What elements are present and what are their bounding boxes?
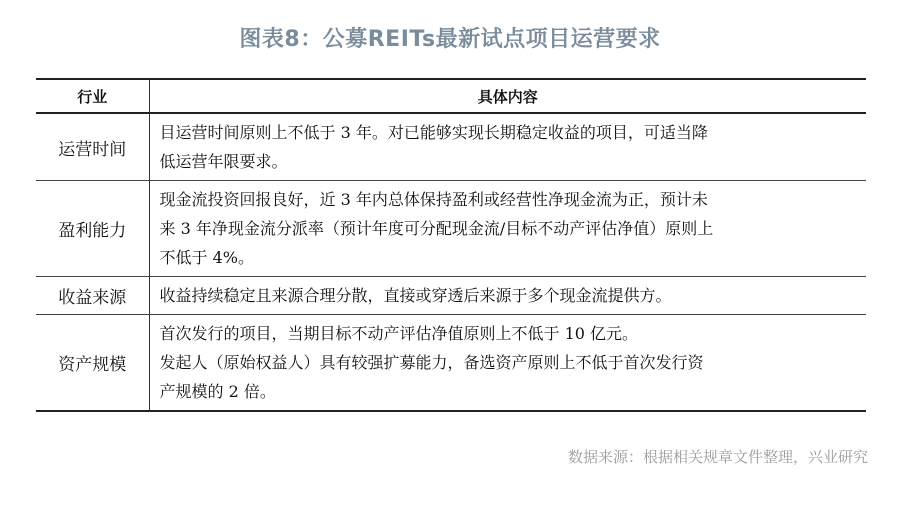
table-row-profitability	[36, 181, 866, 277]
table-row-asset-scale	[36, 315, 866, 412]
row-industry-label: 资产规模	[36, 315, 149, 412]
content-line: 首次发行的项目，当期目标不动产评估净值原则上不低于 10 亿元。	[159, 324, 639, 343]
content-line: 产规模的 2 倍。	[159, 382, 276, 401]
row-content	[149, 315, 866, 412]
table-header-row	[36, 79, 866, 113]
row-industry-label: 收益来源	[36, 277, 149, 315]
content-line: 现金流投资回报良好，近 3 年内总体保持盈利或经营性净现金流为正，预计未	[159, 190, 708, 209]
data-source-note: 数据来源：根据相关规章文件整理，兴业研究	[567, 448, 868, 466]
row-content	[149, 181, 866, 277]
content-line: 来 3 年净现金流分派率（预计年度可分配现金流/目标不动产评估净值）原则上	[159, 219, 714, 238]
table-row-operation-time	[36, 113, 866, 181]
row-content	[149, 277, 866, 315]
requirements-table	[36, 78, 866, 412]
content-line: 目运营时间原则上不低于 3 年。对已能够实现长期稳定收益的项目，可适当降	[159, 123, 708, 142]
content-line: 不低于 4%。	[159, 248, 254, 267]
header-content: 具体内容	[149, 79, 866, 113]
row-industry-label: 盈利能力	[36, 181, 149, 277]
content-line: 收益持续稳定且来源合理分散，直接或穿透后来源于多个现金流提供方。	[159, 286, 672, 305]
table-row-income-source	[36, 277, 866, 315]
header-industry: 行业	[36, 79, 149, 113]
content-line: 发起人（原始权益人）具有较强扩募能力，备选资产原则上不低于首次发行资	[159, 353, 704, 372]
content-line: 低运营年限要求。	[159, 152, 288, 171]
row-industry-label: 运营时间	[36, 113, 149, 181]
row-content	[149, 113, 866, 181]
chart-title: 图表8：公募REITs最新试点项目运营要求	[239, 27, 661, 52]
